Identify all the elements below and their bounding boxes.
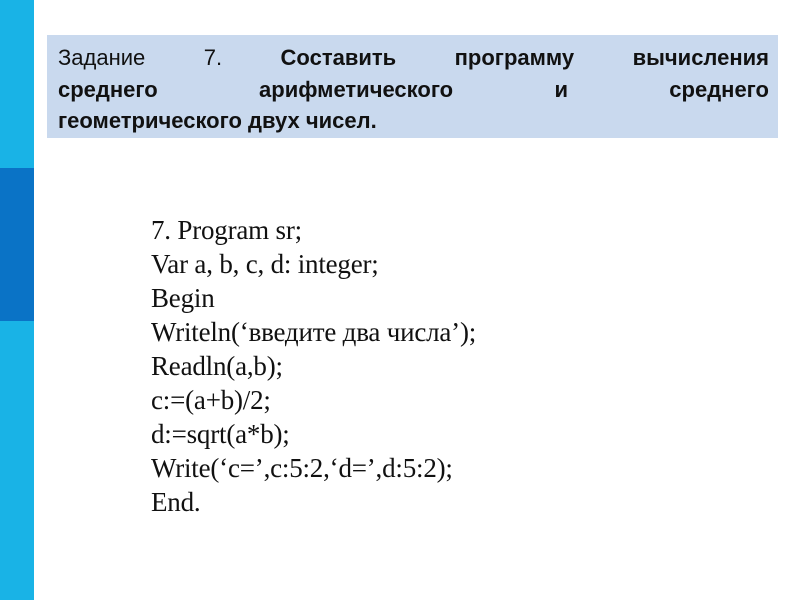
task-label: Задание 7. [58, 45, 223, 70]
code-line: Begin [151, 283, 215, 313]
code-line: Readln(a,b); [151, 351, 283, 381]
task-line-1 [58, 42, 769, 74]
code-line: c:=(a+b)/2; [151, 385, 271, 415]
code-line: Var a, b, c, d: integer; [151, 249, 379, 279]
task-line-2 [58, 74, 769, 106]
code-line: Write(‘c=’,c:5:2,‘d=’,d:5:2); [151, 453, 453, 483]
task-box [47, 35, 778, 138]
code-line: d:=sqrt(a*b); [151, 419, 290, 449]
code-line: End. [151, 487, 201, 517]
task-text-line-3: геометрического двух чисел. [58, 108, 377, 133]
task-line-3 [58, 105, 769, 137]
code-line: Writeln(‘введите два числа’); [151, 317, 477, 347]
left-accent-bar-highlight [0, 168, 34, 321]
task-text-line-2: среднего арифметического и среднего [58, 76, 769, 102]
code-listing [151, 213, 476, 519]
code-line: 7. Program sr; [151, 215, 302, 245]
task-title: Составить программу вычисления [280, 45, 769, 70]
